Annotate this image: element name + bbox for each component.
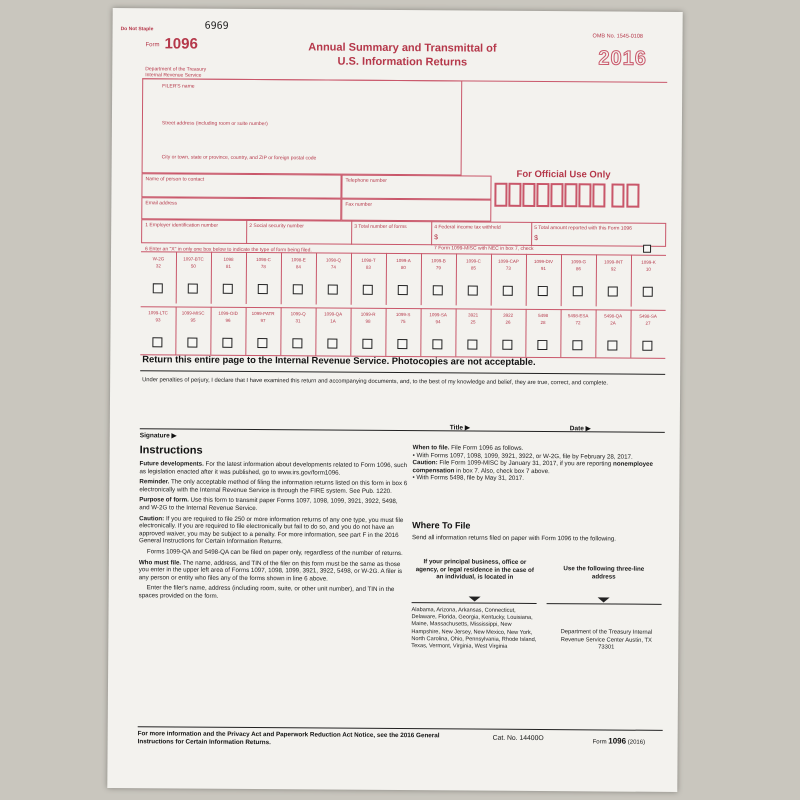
who-text: The name, address, and TIN of the filer on this form must be the same as those you enter in the upper left area of Forms 1097, 1098, 1099, 3921, 3922, 5498, or W-2G. A filer is any person or entity who files any of the forms shown in line 6 above. <box>138 559 403 583</box>
box6-label: 6 Enter an "X" in only one box below to indicate the type of form being filed. <box>145 246 312 254</box>
form-type-code: 78 <box>260 264 266 270</box>
form-type-checkbox[interactable] <box>223 284 233 294</box>
form-type-code: 28 <box>540 320 546 326</box>
reminder-text: The only acceptable method of filing the information returns listed on this form in box 6 electronically with the Internal Revenue Service is through the FIRE system. See Pub. 1220. <box>139 478 408 495</box>
form-type-code: 31 <box>295 318 301 324</box>
fax-label: Fax number <box>345 201 373 208</box>
form-type-name: 5498-SA <box>639 313 657 319</box>
form-type-code: 92 <box>610 266 616 272</box>
official-use-box <box>536 183 549 207</box>
form-number: 1096 <box>164 35 198 53</box>
omb-number: OMB No. 1545-0108 <box>592 33 644 40</box>
form-type-checkbox[interactable] <box>327 339 337 349</box>
title-line1: Annual Summary and Transmittal of <box>308 41 497 55</box>
official-use-box <box>522 183 535 207</box>
official-use-box <box>611 184 624 208</box>
box5-dollar: $ <box>534 234 539 242</box>
official-use-boxes <box>113 8 683 12</box>
form-type-name: 3921 <box>468 312 479 318</box>
form-type-code: 73 <box>505 265 511 271</box>
reminder-heading: Reminder. <box>139 478 170 486</box>
city-label: City or town, state or province, country, and ZIP or foreign postal code <box>161 154 317 162</box>
form-type-code: 27 <box>645 320 651 326</box>
email-label: Email address <box>145 200 178 207</box>
form-type-name: 1099-B <box>431 258 446 264</box>
form-type-code: 96 <box>225 317 231 323</box>
form-type-checkbox[interactable] <box>328 285 338 295</box>
form-type-checkbox[interactable] <box>363 285 373 295</box>
official-use-box <box>508 183 521 207</box>
dept-line1: Department of the Treasury <box>145 66 207 73</box>
when-heading: When to file. <box>412 444 450 452</box>
official-use-box <box>494 183 507 207</box>
form-type-code: 75 <box>400 319 406 325</box>
tax-year: 2016 <box>598 47 647 70</box>
form-type-checkbox[interactable] <box>608 286 618 296</box>
where-heading: Where To File <box>412 520 471 531</box>
form-type-name: 1099-DIV <box>533 258 553 265</box>
box4-label: 4 Federal income tax withheld <box>434 224 501 231</box>
form-type-checkbox[interactable] <box>433 285 443 295</box>
form-type-code: 97 <box>260 318 266 324</box>
form-type-name: 1099-G <box>570 259 586 265</box>
form-type-checkbox[interactable] <box>153 283 163 293</box>
official-use-box <box>626 184 639 208</box>
form-type-code: 85 <box>470 265 476 271</box>
form-type-name: 1099-CAP <box>498 258 519 264</box>
form-type-name: 1098 <box>223 256 234 262</box>
form-type-checkbox[interactable] <box>293 284 303 294</box>
form-type-name: 1097-BTC <box>183 256 204 262</box>
box2-label: 2 Social security number <box>249 222 304 230</box>
form-type-name: 5498-QA <box>604 313 623 319</box>
location-arrow-icon <box>469 597 481 602</box>
form-type-checkbox[interactable] <box>398 285 408 295</box>
form-type-name: W-2G <box>152 256 165 262</box>
where-text: Send all information returns filed on paper with Form 1096 to the following. <box>412 534 617 543</box>
box3-label: 3 Total number of forms <box>354 223 407 231</box>
do-not-staple: Do Not Staple <box>120 26 154 33</box>
form-type-checkbox[interactable] <box>503 286 513 296</box>
caution2-text-b: in box 7. Also, check box 7 above. <box>454 467 550 475</box>
official-use-label: For Official Use Only <box>516 168 611 181</box>
form-type-name: 1098-E <box>291 257 306 263</box>
privacy-notice: For more information and the Privacy Act and Paperwork Reduction Act Notice, see the 2016 General Instructions for Certain Information Returns. <box>137 730 440 747</box>
form-type-code: 95 <box>190 317 196 323</box>
official-use-box <box>550 183 563 207</box>
catalog-number: Cat. No. 14400O <box>492 734 544 743</box>
dept-line2: Internal Revenue Service <box>145 72 202 79</box>
form-type-checkbox[interactable] <box>188 284 198 294</box>
box7-label: 7 Form 1099-MISC with NEC in box 7, check <box>434 245 534 252</box>
form-type-name: 1099-PATR <box>251 310 275 317</box>
who-heading: Who must file. <box>138 558 182 567</box>
box1-label: 1 Employer identification number <box>145 222 219 229</box>
official-use-box <box>592 183 605 207</box>
form-type-code: 2A <box>610 320 616 326</box>
title-line2: U.S. Information Returns <box>337 55 468 69</box>
form-type-name: 1099-INT <box>604 259 623 265</box>
when-to-file <box>412 444 662 484</box>
form-type-code: 79 <box>435 265 441 271</box>
form-type-checkbox[interactable] <box>572 340 582 350</box>
address-column-heading: Use the following three-line address <box>563 565 645 581</box>
form-type-checkbox[interactable] <box>292 338 302 348</box>
telephone-label: Telephone number <box>345 177 387 184</box>
qa-text: Forms 1099-QA and 5498-QA can be filed on paper only, regardless of the number of returns. <box>146 548 403 557</box>
form-type-code: 80 <box>400 265 406 271</box>
form-type-code: 26 <box>505 319 511 325</box>
form-type-name: 5498 <box>538 312 549 319</box>
form-type-checkbox[interactable] <box>152 337 162 347</box>
form-type-code: 1A <box>330 318 336 324</box>
future-text: For the latest information about developments related to Form 1096, such as legislation enacted after it was published, go to www.irs.gov/form1096. <box>139 460 408 477</box>
form-type-code: 98 <box>365 318 371 324</box>
caution2-text-a: File Form 1099-MISC by January 31, 2017, if you are reporting <box>437 459 614 468</box>
form-type-name: 1099-C <box>466 258 481 264</box>
form-type-name: 1099-R <box>360 311 376 317</box>
when-text: File Form 1096 as follows. <box>449 444 524 452</box>
form-type-name: 1099-OID <box>218 310 238 316</box>
mailing-address: Department of the Treasury Internal Revenue Service Center Austin, TX 73301 <box>560 629 653 651</box>
purpose-heading: Purpose of form. <box>139 496 189 504</box>
form-type-name: 1099-LTC <box>148 310 168 316</box>
form-label: Form <box>145 42 160 49</box>
form-type-checkbox[interactable] <box>187 338 197 348</box>
form-type-checkbox[interactable] <box>432 339 442 349</box>
form-type-code: 25 <box>470 319 476 325</box>
official-use-box <box>578 183 591 207</box>
form-type-name: 1098-Q <box>325 257 341 263</box>
form-type-name: 1099-QA <box>324 311 343 317</box>
caution-text: If you are required to file 250 or more information returns of any one type, you must file electronically. If you are required to file electronically but fail to do so, and you do not have an approved waiver, you may be subject to a penalty. For more information, see part F in the 2016 General Instructions for Certain Information Returns. <box>138 514 404 546</box>
form-type-checkbox[interactable] <box>573 286 583 296</box>
return-notice: Return this entire page to the Internal Revenue Service. Photocopies are not acceptable. <box>142 353 536 367</box>
form-type-name: 1099-A <box>396 258 411 264</box>
form-type-checkbox[interactable] <box>397 339 407 349</box>
form-type-name: 1099-S <box>395 312 411 318</box>
caution2-bold: nonemployee compensation <box>412 460 653 475</box>
form-type-checkbox[interactable] <box>222 338 232 348</box>
when-bullet-1: • With Forms 1097, 1098, 1099, 3921, 3922, or W-2G, file by February 28, 2017. <box>412 451 633 461</box>
form-type-code: 83 <box>365 264 371 270</box>
when-bullet-2: • With Forms 5498, file by May 31, 2017. <box>412 474 525 483</box>
street-label: Street address (including room or suite number) <box>161 120 268 128</box>
form-type-name: 1099-MISC <box>181 310 205 316</box>
form-type-checkbox[interactable] <box>643 287 653 297</box>
signature-field[interactable]: Signature ▶ <box>139 432 177 440</box>
form-type-name: 1099-Q <box>290 311 306 317</box>
box4-dollar: $ <box>434 234 439 242</box>
form-type-checkbox[interactable] <box>642 341 652 351</box>
future-heading: Future developments. <box>139 460 204 468</box>
title-field[interactable]: Title ▶ <box>449 424 470 432</box>
location-column-heading: If your principal business, office or agency, or legal residence in the case of an individual, is located in <box>415 558 534 582</box>
form-type-checkbox[interactable] <box>538 286 548 296</box>
footer-year: (2016) <box>627 739 646 746</box>
form-type-name: 1099-SA <box>429 312 447 318</box>
form-type-name: 1098-C <box>256 257 271 263</box>
filer-name-label: FILER'S name <box>162 83 195 90</box>
form-type-code: 91 <box>540 266 546 272</box>
footer-form-number: 1096 <box>608 736 627 746</box>
address-arrow-icon <box>598 597 610 602</box>
official-use-box <box>564 183 577 207</box>
form-type-code: 50 <box>190 263 196 269</box>
form-type-code: 10 <box>645 266 651 272</box>
form-type-code: 94 <box>435 319 441 325</box>
purpose-text: Use this form to transmit paper Forms 1097, 1098, 1099, 3921, 3922, 5498, and W-2G to the Internal Revenue Service. <box>139 496 398 513</box>
form-type-name: 5498-ESA <box>567 313 589 319</box>
form-type-checkbox[interactable] <box>467 340 477 350</box>
handwritten-number: 6969 <box>204 20 229 32</box>
instructions-heading: Instructions <box>139 444 203 457</box>
form-type-name: 1098-T <box>361 257 376 263</box>
form-type-code: 81 <box>225 263 231 269</box>
form-type-checkbox[interactable] <box>257 338 267 348</box>
form-type-code: 74 <box>330 264 336 270</box>
form-type-checkbox[interactable] <box>502 340 512 350</box>
form-type-checkbox[interactable] <box>607 340 617 350</box>
form-type-code: 84 <box>295 264 301 270</box>
form-type-code: 72 <box>575 320 581 326</box>
form-type-checkbox[interactable] <box>468 286 478 296</box>
enter-text: Enter the filer's name, address (including room, suite, or other unit number), and TIN in the spaces provided on the form. <box>138 584 395 600</box>
footer-form-id <box>593 736 646 745</box>
form-type-code: 93 <box>155 317 161 323</box>
form-type-name: 1099-K <box>641 259 656 265</box>
footer-form-label: Form <box>592 739 607 746</box>
form-type-checkbox[interactable] <box>537 340 547 350</box>
caution2-heading: Caution: <box>412 459 438 467</box>
instructions-body <box>139 460 408 601</box>
form-1096-page <box>107 8 682 792</box>
form-type-code: 86 <box>575 266 581 272</box>
form-type-name: 3922 <box>503 312 514 318</box>
form-type-checkbox[interactable] <box>362 339 372 349</box>
box7-checkbox[interactable] <box>643 245 651 253</box>
caution-heading: Caution: <box>139 514 165 522</box>
states-list: Alabama, Arizona, Arkansas, Connecticut, Delaware, Florida, Georgia, Kentucky, Louisiana, Maine, Massachusetts, Mississippi, New Hampshire, New Jersey, New Mexico, New York, North Carolina, Ohio, Pennsylvania, Rhode Island, Texas, Vermont, Virginia, West Virginia <box>411 607 537 650</box>
form-type-checkbox[interactable] <box>258 284 268 294</box>
box5-label: 5 Total amount reported with this Form 1096 <box>534 224 632 232</box>
date-field[interactable]: Date ▶ <box>569 425 591 433</box>
perjury-statement: Under penalties of perjury, I declare that I have examined this return and accompanying documents, and, to the best of my knowledge and belief, they are true, correct, and complete. <box>142 377 608 387</box>
form-type-code: 32 <box>155 263 161 269</box>
contact-label: Name of person to contact <box>145 176 205 183</box>
